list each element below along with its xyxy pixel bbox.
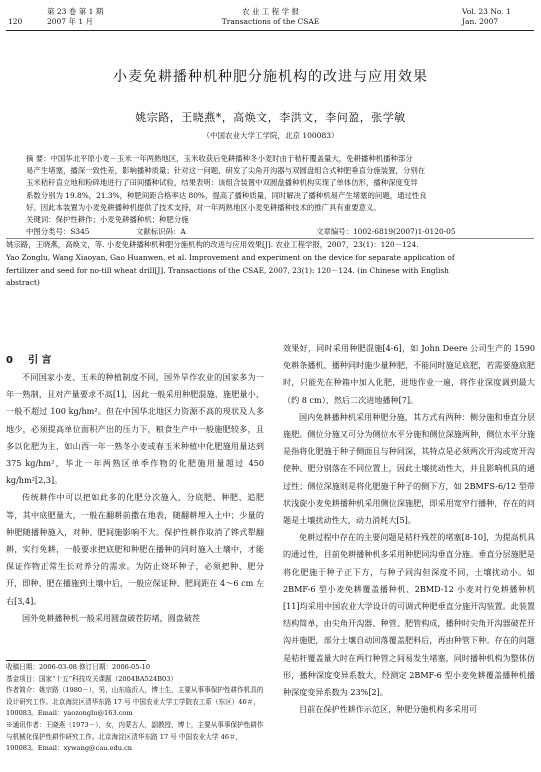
abstract-line: 好。因此本装置为小麦免耕播种机提供了技术支持，对一年两熟地区小麦免耕播种技术的推广具有重要意义。	[26, 202, 381, 212]
section-number: 0	[6, 355, 13, 366]
citation	[6, 239, 534, 290]
header-date: 2007 年 1 月	[47, 17, 94, 26]
article-number: 文章编号：1002-6819(2007)1-0120-05	[316, 227, 456, 237]
section-title: 引 言	[28, 355, 52, 366]
citation-en-line: fertilizer and seed for no-till wheat drill[J]. Transactions of the CSAE, 2007, 23(1): 120－124. (in Chinese with English	[6, 265, 449, 275]
footnote-funding: 基金项目：国家“十五”科技攻关课题（2004BA524B03）	[6, 674, 178, 683]
citation-en-line: abstract)	[6, 278, 40, 288]
header-journal-en: Transactions of the CSAE	[221, 17, 320, 26]
footnote-corresponding: ※通讯作者：王晓燕（1973－），女，内蒙古人，副教授，博士，主要从事事保护性耕作与机械化保护性耕作研究工作。北京海淀区清华东路 17 号 中国农业大学 46＃，100083。Email：xywang@cau.edu.cn	[6, 720, 264, 753]
paper-title: 小麦免耕播种机种肥分施机构的改进与应用效果	[113, 69, 428, 85]
header-journal-cn: 农 业 工 程 学 报	[242, 7, 299, 16]
clc-number: 中图分类号：S345	[26, 227, 90, 237]
abstract-line: 系数分别为 19.8%，21.3%，种肥间距合格率达 80%，提高了播种质量，同时解决了播种机易产生堵塞的问题，通过性良	[26, 190, 427, 200]
paragraph: 效果好，同时采用种肥混施[4-6]，如 John Deere 公司生产的 1590 免耕条播机，播种同时施少量种肥，不能同时施足底肥，若需要施底肥时，只能先在种箱中加入化肥，进地作业一遍，将作业深度调到最大（约 8 cm），然后二次进地播种[7]。	[283, 343, 535, 405]
classification-row	[26, 226, 514, 238]
header-volume: 第 23 卷 第 1 期	[47, 7, 104, 16]
authors: 姚宗路，王晓燕*，高焕文，李洪文，李问盈，张学敏	[135, 111, 406, 124]
keywords: 关键词：保护性耕作；小麦免耕播种机；种肥分施	[26, 215, 189, 225]
footnote-rule	[6, 660, 146, 661]
header-rule	[6, 30, 534, 31]
affiliation: （中国农业大学工学院，北京 100083）	[202, 131, 339, 140]
abstract-line: 摘 要：中国华北平原小麦－玉米一年两熟地区，玉米收获后免耕播种冬小麦时由于秸秆覆盖量大，免耕播种机播种部分	[26, 154, 413, 163]
abstract	[26, 153, 514, 238]
document-code: 文献标识码：A	[136, 227, 186, 237]
header-page-number: 120	[8, 17, 23, 26]
footnote-received: 收稿日期：2006-03-08 修订日期：2006-05-10	[6, 663, 151, 671]
header-vol-no: Vol. 23 No. 1	[462, 7, 511, 16]
paragraph: 目前在保护性耕作示范区，种肥分施机构多采用可	[299, 704, 478, 715]
paragraph: 不同国家小麦、玉米的种植制度不同，国外旱作农业的国家多为一年一熟制，且对产量要求不高[1]，因此一般采用种肥混施，施肥量小，一般不超过 100 kg/hm²。但在中国华北地区力资源不高的现状及人多地少，必须提高单位面积产出的压力下，粮食生产中一般施肥较多，且多以化肥为主，如山西一年一熟冬小麦或春玉米种植中化肥施用量达到 375 kg/hm²，华北一年两熟区单季作物的化肥施用量超过 450 kg/hm²[2,3]。	[6, 372, 264, 486]
footnote-author: 作者简介：姚宗路（1980－），男，山东临沂人，博士生，主要从事事保护性耕作机具的设计研究工作。北京海淀区清华东路 17 号 中国农业大学工学院农工系（东区）46＃，100083。Email：yaozonglu@163.com	[6, 686, 264, 718]
citation-cn: 姚宗路，王晓燕，高焕文，等. 小麦免耕播种机种肥分施机构的改进与应用效果[J]. 农业工程学报，2007，23(1)：120－124.	[6, 240, 419, 249]
abstract-line: 玉米秸秆直立地和粉碎地进行了田间播种试验，结果表明：该组合装置中双圆盘播种机构实现了单体仿形，播种深度变异	[26, 178, 418, 188]
paragraph: 传统耕作中可以把如此多的化肥分次施入，分底肥、种肥、追肥等，其中底肥量大，一般在翻耕前撒在地表，随翻耕埋入土中；少量的种肥随播种施入，对种、肥间施影响不大。保护性耕作取消了铧式犁翻耕，实行免耕，一般要求把底肥和种肥在播种的同时施入土壤中，才能保证作物正常生长对养分的需求。为防止烧坏种子，必须把种、肥分开，即种、肥在播施到土壤中后，一般应保证种、肥间距在 4～6 cm 左右[3,4]。	[6, 492, 264, 606]
right-column	[283, 340, 535, 718]
header-month-year: Jan. 2007	[462, 17, 499, 26]
abstract-line: 易产生堵塞，播深一致性差，影响播种质量；针对这一问题，研发了尖角开沟器与双圆盘组合式种肥垂直分施装置，分别在	[26, 166, 426, 176]
footnotes	[6, 662, 268, 755]
citation-en-line: Yao Zonglu, Wang Xiaoyan, Gao Huanwen, et al. Improvement and experiment on the device for separate application of	[6, 252, 455, 262]
paragraph: 免耕过程中存在的主要问题是秸秆残茬的堵塞[8-10]，为提高机具的通过性，目前免耕播种机多采用种肥同沟垂直分施。垂直分层施肥是将化肥施于种子正下方，与种子同沟但深度不同，土壤扰动小。如 2BMF-6 型小麦免耕覆盖播种机、2BMD-12 小麦对行免耕播种机[11]均采用中国农业大学设计的可调式种肥垂直分施开沟装置。此装置结构简单，由尖角开沟器、种管、肥管构成，播种时尖角开沟器破茬开沟并施肥，部分土壤自动回落覆盖肥料后，再由种管下种。存在的问题是秸秆覆盖量大时在两行种管之间易发生堵塞，同时播种机构为整体仿形，播种深度变异系数大，经测定 2BMF-6 型小麦免耕覆盖播种机播种深度变异系数为 23%[2]。	[283, 532, 535, 698]
section-heading	[6, 348, 52, 367]
paragraph: 国外免耕播种机一般采用圆盘破茬防堵，圆盘破茬	[22, 612, 201, 623]
left-column	[6, 369, 264, 627]
paragraph: 国内免耕播种机采用种肥分施，其方式有两种：侧分施和垂直分层施肥。侧位分施又可分为侧位水平分施和侧位深施两种，侧位水平分施是指将化肥施于种子侧面且与种同深，其特点是必须两次开沟或宽开沟使种、肥分别落在不同位置上，因此土壤扰动性大，并且影响机具的通过性；侧位深施则是将化肥施于种子的侧下方，如 2BMFS-6/12 型带状浅旋小麦免耕播种机采用侧位深施肥，即采用宽窄行播种，存在的问题是土壤扰动性大，动力消耗大[5]。	[283, 411, 535, 526]
